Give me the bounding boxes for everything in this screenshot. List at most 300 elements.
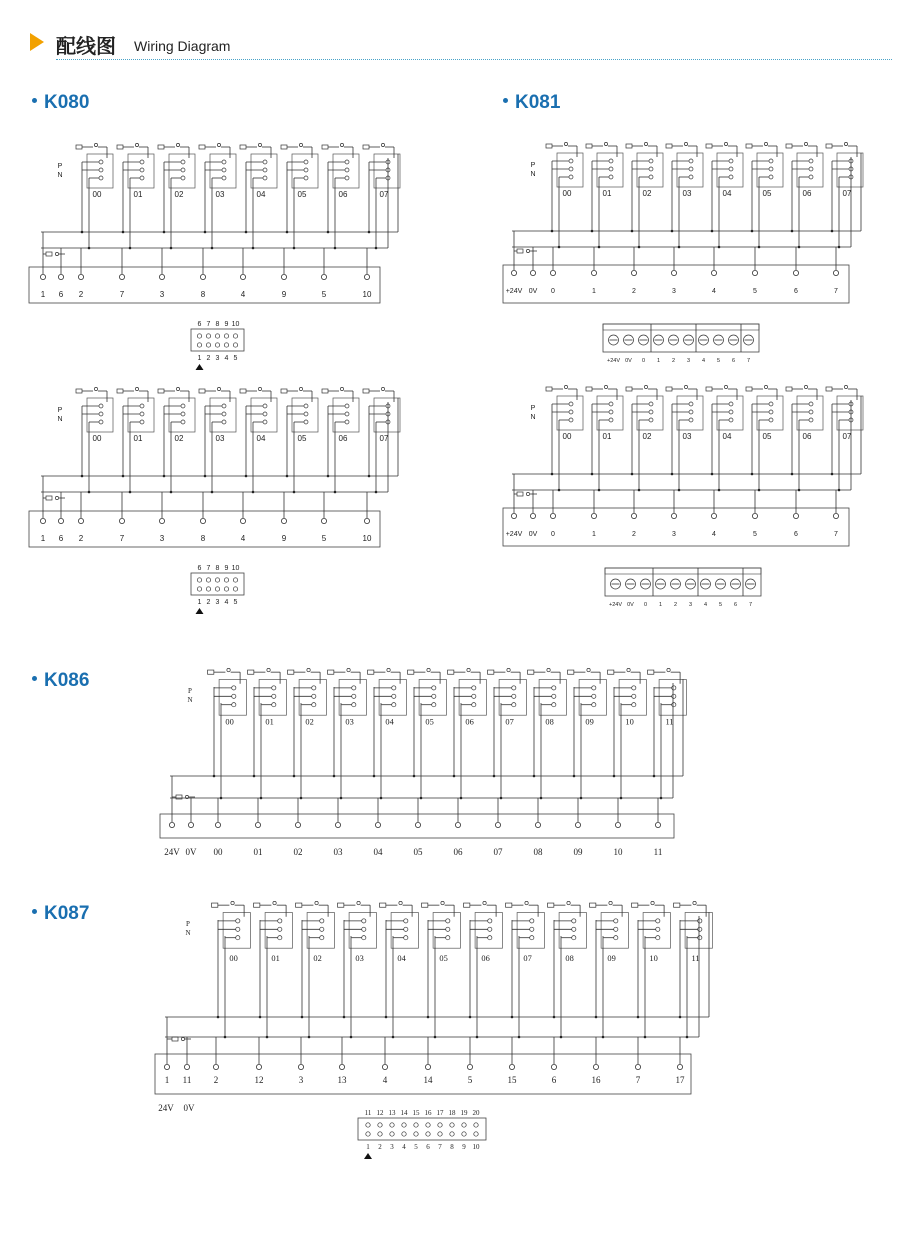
resistor-icon bbox=[322, 145, 328, 149]
contact-icon bbox=[278, 936, 282, 940]
junction-dot bbox=[368, 231, 371, 234]
terminal-label: 7 bbox=[119, 290, 125, 299]
module-outline bbox=[797, 153, 823, 187]
contact-icon bbox=[99, 160, 103, 164]
n-label: N bbox=[530, 171, 536, 178]
terminal-label: 10 bbox=[362, 290, 372, 299]
terminal-icon bbox=[511, 513, 516, 518]
channel-label: 11 bbox=[691, 953, 700, 963]
channel-label: 09 bbox=[585, 717, 594, 727]
junction-dot bbox=[469, 1016, 472, 1019]
terminal-icon bbox=[364, 274, 369, 279]
terminal-icon bbox=[339, 1064, 344, 1069]
contact-icon bbox=[312, 686, 316, 690]
pin-icon bbox=[206, 578, 210, 582]
terminal-icon bbox=[119, 274, 124, 279]
terminal-label: 24V bbox=[164, 847, 180, 857]
contact-icon bbox=[140, 160, 144, 164]
terminal-label: +24V bbox=[505, 531, 523, 538]
channel-label: 07 bbox=[379, 434, 389, 443]
junction-dot bbox=[493, 775, 496, 778]
junction-dot bbox=[500, 797, 503, 800]
pin-icon bbox=[402, 1132, 406, 1136]
pin-icon bbox=[224, 578, 228, 582]
resistor-icon bbox=[568, 670, 574, 674]
contact-icon bbox=[729, 418, 733, 422]
led-icon bbox=[567, 901, 570, 904]
contact-icon bbox=[769, 167, 773, 171]
pin-label-top: 13 bbox=[388, 1109, 396, 1117]
terminal-label: 12 bbox=[254, 1075, 264, 1085]
resistor-icon bbox=[746, 144, 752, 148]
terminal-label: 5 bbox=[753, 288, 757, 295]
contact-icon bbox=[312, 694, 316, 698]
contact-icon bbox=[362, 919, 366, 923]
pin1-arrow-icon bbox=[364, 1153, 372, 1159]
block-label: 5 bbox=[716, 358, 721, 364]
junction-dot bbox=[558, 489, 561, 492]
pin-label-bottom: 4 bbox=[224, 599, 229, 606]
led-icon bbox=[176, 387, 179, 390]
led-icon bbox=[357, 901, 360, 904]
resistor-icon bbox=[632, 903, 638, 907]
junction-dot bbox=[591, 230, 594, 233]
contact-icon bbox=[345, 176, 349, 180]
contact-icon bbox=[345, 420, 349, 424]
terminal-icon bbox=[530, 270, 535, 275]
channel-label: 07 bbox=[842, 189, 852, 198]
contact-icon bbox=[552, 694, 556, 698]
contact-icon bbox=[263, 412, 267, 416]
contact-icon bbox=[769, 402, 773, 406]
junction-dot bbox=[211, 247, 214, 250]
channel-label: 00 bbox=[562, 189, 572, 198]
module-outline bbox=[677, 396, 703, 430]
module-outline bbox=[619, 680, 646, 716]
led-icon bbox=[684, 142, 687, 145]
module-outline bbox=[517, 913, 544, 949]
contact-icon bbox=[181, 160, 185, 164]
channel-label: 03 bbox=[682, 432, 692, 441]
block-label: 2 bbox=[673, 602, 678, 608]
n-label: N bbox=[57, 172, 63, 179]
junction-dot bbox=[598, 489, 601, 492]
resistor-icon bbox=[380, 903, 386, 907]
led-icon bbox=[604, 142, 607, 145]
junction-dot bbox=[340, 797, 343, 800]
terminal-icon bbox=[256, 1064, 261, 1069]
pin-icon bbox=[206, 343, 210, 347]
terminal-label: 11 bbox=[182, 1075, 192, 1085]
junction-dot bbox=[259, 1016, 262, 1019]
pin-label-top: 7 bbox=[206, 321, 211, 328]
resistor-icon bbox=[248, 670, 254, 674]
contact-icon bbox=[320, 919, 324, 923]
module-outline bbox=[557, 396, 583, 430]
pin-label-bottom: 4 bbox=[402, 1143, 406, 1151]
junction-dot bbox=[580, 797, 583, 800]
channel-label: 04 bbox=[722, 189, 732, 198]
contact-icon bbox=[392, 694, 396, 698]
contact-icon bbox=[809, 418, 813, 422]
contact-icon bbox=[352, 686, 356, 690]
contact-icon bbox=[649, 167, 653, 171]
junction-dot bbox=[686, 1036, 689, 1039]
junction-dot bbox=[293, 247, 296, 250]
pin-icon bbox=[378, 1132, 382, 1136]
led-icon bbox=[507, 668, 510, 671]
contact-icon bbox=[609, 418, 613, 422]
terminal-label: 01 bbox=[253, 847, 263, 857]
contact-icon bbox=[236, 927, 240, 931]
terminal-icon bbox=[711, 513, 716, 518]
pin-label-bottom: 3 bbox=[215, 355, 220, 362]
contact-icon bbox=[472, 694, 476, 698]
terminal-label: 6 bbox=[794, 288, 798, 295]
contact-icon bbox=[572, 936, 576, 940]
terminal-icon bbox=[215, 822, 220, 827]
junction-dot bbox=[434, 1036, 437, 1039]
contact-icon bbox=[672, 686, 676, 690]
terminal-icon bbox=[200, 518, 205, 523]
junction-dot bbox=[460, 797, 463, 800]
contact-icon bbox=[232, 686, 236, 690]
led-icon bbox=[627, 668, 630, 671]
contact-icon bbox=[769, 175, 773, 179]
terminal-label: 6 bbox=[794, 531, 798, 538]
block-label: 5 bbox=[718, 602, 723, 608]
terminal-icon bbox=[58, 518, 63, 523]
pin-label-bottom: 4 bbox=[224, 355, 229, 362]
terminal-label: 2 bbox=[78, 290, 84, 299]
module-outline bbox=[757, 153, 783, 187]
terminal-icon bbox=[169, 822, 174, 827]
channel-label: 06 bbox=[338, 434, 348, 443]
contact-icon bbox=[304, 160, 308, 164]
contact-icon bbox=[569, 175, 573, 179]
junction-dot bbox=[245, 231, 248, 234]
module-outline bbox=[128, 398, 154, 432]
diagram-k081b bbox=[503, 385, 863, 546]
junction-dot bbox=[631, 473, 634, 476]
led-icon bbox=[258, 143, 261, 146]
led-icon bbox=[644, 142, 647, 145]
junction-dot bbox=[129, 491, 132, 494]
terminal-label: 1 bbox=[592, 288, 596, 295]
pin-icon bbox=[414, 1132, 418, 1136]
pin-label-top: 18 bbox=[448, 1109, 456, 1117]
terminal-label: 11 bbox=[653, 847, 663, 857]
resistor-icon bbox=[338, 903, 344, 907]
pin-icon bbox=[438, 1123, 442, 1127]
contact-icon bbox=[656, 919, 660, 923]
terminal-label: 06 bbox=[453, 847, 463, 857]
junction-dot bbox=[453, 775, 456, 778]
contact-icon bbox=[689, 167, 693, 171]
terminal-icon bbox=[382, 1064, 387, 1069]
resistor-icon bbox=[548, 903, 554, 907]
led-icon bbox=[564, 142, 567, 145]
module-outline bbox=[601, 913, 628, 949]
junction-dot bbox=[758, 489, 761, 492]
led-icon bbox=[55, 496, 58, 499]
block-label: 0V bbox=[627, 602, 634, 608]
contact-icon bbox=[698, 936, 702, 940]
terminal-icon bbox=[752, 513, 757, 518]
junction-dot bbox=[204, 231, 207, 234]
terminal-icon bbox=[550, 513, 555, 518]
resistor-icon bbox=[590, 903, 596, 907]
module-outline bbox=[597, 153, 623, 187]
contact-icon bbox=[809, 175, 813, 179]
pin-label-bottom: 1 bbox=[197, 355, 202, 362]
terminal-label: 2 bbox=[78, 534, 84, 543]
terminal-label: 17 bbox=[675, 1075, 685, 1085]
channel-label: 01 bbox=[602, 432, 612, 441]
terminal-icon bbox=[833, 513, 838, 518]
led-icon bbox=[609, 901, 612, 904]
junction-dot bbox=[375, 247, 378, 250]
led-icon bbox=[844, 385, 847, 388]
led-icon bbox=[526, 492, 529, 495]
junction-dot bbox=[671, 473, 674, 476]
resistor-icon bbox=[212, 903, 218, 907]
contact-icon bbox=[472, 686, 476, 690]
pin-label-top: 19 bbox=[460, 1109, 468, 1117]
terminal-label: 6 bbox=[58, 290, 64, 299]
contact-icon bbox=[392, 686, 396, 690]
terminal-icon bbox=[530, 513, 535, 518]
contact-icon bbox=[263, 168, 267, 172]
pin-icon bbox=[426, 1132, 430, 1136]
led-icon bbox=[684, 385, 687, 388]
terminal-icon bbox=[184, 1064, 189, 1069]
pin-icon bbox=[474, 1123, 478, 1127]
contact-icon bbox=[232, 703, 236, 707]
terminal-icon bbox=[615, 822, 620, 827]
junction-dot bbox=[380, 797, 383, 800]
led-icon bbox=[547, 668, 550, 671]
module-outline bbox=[559, 913, 586, 949]
pin-label-top: 9 bbox=[224, 565, 229, 572]
module-outline bbox=[557, 153, 583, 187]
contact-icon bbox=[222, 420, 226, 424]
junction-dot bbox=[122, 475, 125, 478]
pin-icon bbox=[197, 343, 201, 347]
terminal-icon bbox=[295, 822, 300, 827]
junction-dot bbox=[631, 230, 634, 233]
terminal-icon bbox=[467, 1064, 472, 1069]
terminal-label: 10 bbox=[613, 847, 623, 857]
junction-dot bbox=[711, 230, 714, 233]
module-outline bbox=[87, 154, 113, 188]
contact-icon bbox=[181, 420, 185, 424]
contact-icon bbox=[649, 175, 653, 179]
channel-label: 00 bbox=[562, 432, 572, 441]
channel-label: 01 bbox=[133, 190, 143, 199]
channel-label: 02 bbox=[305, 717, 314, 727]
terminal-label: 00 bbox=[213, 847, 223, 857]
terminal-label: 13 bbox=[337, 1075, 347, 1085]
terminal-label: 5 bbox=[467, 1075, 473, 1085]
terminal-icon bbox=[364, 518, 369, 523]
contact-icon bbox=[446, 927, 450, 931]
contact-icon bbox=[222, 168, 226, 172]
n-label: N bbox=[187, 696, 193, 704]
channel-label: 08 bbox=[545, 717, 554, 727]
pin-label-top: 7 bbox=[206, 565, 211, 572]
junction-dot bbox=[293, 491, 296, 494]
contact-icon bbox=[181, 168, 185, 172]
contact-icon bbox=[304, 176, 308, 180]
terminal-icon bbox=[711, 270, 716, 275]
junction-dot bbox=[81, 231, 84, 234]
channel-label: 05 bbox=[297, 190, 307, 199]
terminal-icon bbox=[793, 513, 798, 518]
pin-label-top: 16 bbox=[424, 1109, 432, 1117]
junction-dot bbox=[533, 775, 536, 778]
pin-icon bbox=[224, 587, 228, 591]
terminal-icon bbox=[188, 822, 193, 827]
channel-label: 06 bbox=[338, 190, 348, 199]
junction-dot bbox=[620, 797, 623, 800]
led-icon bbox=[135, 387, 138, 390]
contact-icon bbox=[656, 936, 660, 940]
contact-icon bbox=[530, 936, 534, 940]
junction-dot bbox=[293, 775, 296, 778]
led-icon bbox=[217, 387, 220, 390]
junction-dot bbox=[163, 475, 166, 478]
resistor-icon bbox=[448, 670, 454, 674]
contact-icon bbox=[809, 167, 813, 171]
led-icon bbox=[315, 901, 318, 904]
contact-icon bbox=[572, 927, 576, 931]
channel-label: 04 bbox=[385, 717, 394, 727]
terminal-icon bbox=[78, 518, 83, 523]
pin-label-bottom: 9 bbox=[462, 1143, 466, 1151]
junction-dot bbox=[286, 231, 289, 234]
contact-icon bbox=[689, 175, 693, 179]
junction-dot bbox=[170, 247, 173, 250]
contact-icon bbox=[304, 412, 308, 416]
resistor-icon bbox=[288, 670, 294, 674]
resistor-icon bbox=[546, 144, 552, 148]
resistor-icon bbox=[199, 389, 205, 393]
terminal-label: 10 bbox=[362, 534, 372, 543]
channel-label: 02 bbox=[313, 953, 322, 963]
led-icon bbox=[181, 1037, 184, 1040]
contact-icon bbox=[222, 176, 226, 180]
pin-label-bottom: 7 bbox=[438, 1143, 442, 1151]
junction-dot bbox=[245, 475, 248, 478]
resistor-icon bbox=[666, 387, 672, 391]
terminal-icon bbox=[535, 822, 540, 827]
pin-label-top: 12 bbox=[376, 1109, 384, 1117]
led-icon bbox=[526, 249, 529, 252]
junction-dot bbox=[350, 1036, 353, 1039]
resistor-icon bbox=[648, 670, 654, 674]
junction-dot bbox=[129, 247, 132, 250]
contact-icon bbox=[729, 159, 733, 163]
channel-label: 07 bbox=[842, 432, 852, 441]
resistor-icon bbox=[363, 145, 369, 149]
junction-dot bbox=[838, 246, 841, 249]
contact-icon bbox=[263, 160, 267, 164]
terminal-label: 1 bbox=[592, 531, 596, 538]
contact-icon bbox=[140, 168, 144, 172]
contact-icon bbox=[272, 703, 276, 707]
terminal-label: 0V bbox=[528, 288, 538, 295]
channel-label: 01 bbox=[271, 953, 280, 963]
junction-dot bbox=[791, 473, 794, 476]
terminal-label: 4 bbox=[712, 531, 716, 538]
terminal-icon bbox=[671, 513, 676, 518]
module-outline bbox=[307, 913, 334, 949]
terminal-icon bbox=[635, 1064, 640, 1069]
contact-icon bbox=[432, 694, 436, 698]
terminal-label: 2 bbox=[632, 288, 636, 295]
junction-dot bbox=[838, 489, 841, 492]
led-icon bbox=[347, 668, 350, 671]
junction-dot bbox=[751, 473, 754, 476]
terminal-label: 2 bbox=[632, 531, 636, 538]
pin-icon bbox=[215, 343, 219, 347]
pin-label-top: 17 bbox=[436, 1109, 444, 1117]
contact-icon bbox=[404, 936, 408, 940]
junction-dot bbox=[88, 247, 91, 250]
junction-dot bbox=[718, 246, 721, 249]
module-outline bbox=[757, 396, 783, 430]
junction-dot bbox=[678, 489, 681, 492]
module-outline bbox=[374, 398, 400, 432]
terminal-icon bbox=[511, 270, 516, 275]
channel-label: 03 bbox=[215, 434, 225, 443]
module-outline bbox=[210, 398, 236, 432]
terminal-icon bbox=[40, 274, 45, 279]
module-outline bbox=[265, 913, 292, 949]
junction-dot bbox=[343, 1016, 346, 1019]
junction-dot bbox=[300, 797, 303, 800]
block-label: +24V bbox=[609, 602, 622, 608]
pin-label-top: 15 bbox=[412, 1109, 420, 1117]
pin-icon bbox=[366, 1123, 370, 1127]
contact-icon bbox=[689, 418, 693, 422]
led-icon bbox=[273, 901, 276, 904]
channel-label: 06 bbox=[802, 432, 812, 441]
contact-icon bbox=[472, 703, 476, 707]
pin-label-bottom: 3 bbox=[215, 599, 220, 606]
module-outline bbox=[837, 396, 863, 430]
led-icon bbox=[340, 387, 343, 390]
pin-icon bbox=[233, 343, 237, 347]
pin-icon bbox=[197, 578, 201, 582]
terminal-label: 7 bbox=[635, 1075, 641, 1085]
contact-icon bbox=[278, 919, 282, 923]
resistor-icon bbox=[517, 249, 523, 253]
terminal-label: 14 bbox=[423, 1075, 433, 1085]
model-name: K080 bbox=[44, 92, 90, 113]
junction-dot bbox=[711, 473, 714, 476]
contact-icon bbox=[649, 418, 653, 422]
contact-icon bbox=[345, 168, 349, 172]
channel-label: 05 bbox=[425, 717, 434, 727]
contact-icon bbox=[446, 919, 450, 923]
contact-icon bbox=[222, 404, 226, 408]
model-name: K086 bbox=[44, 670, 90, 691]
diagram-k086 bbox=[160, 668, 686, 857]
led-icon bbox=[299, 387, 302, 390]
pin-label-bottom: 3 bbox=[390, 1143, 394, 1151]
